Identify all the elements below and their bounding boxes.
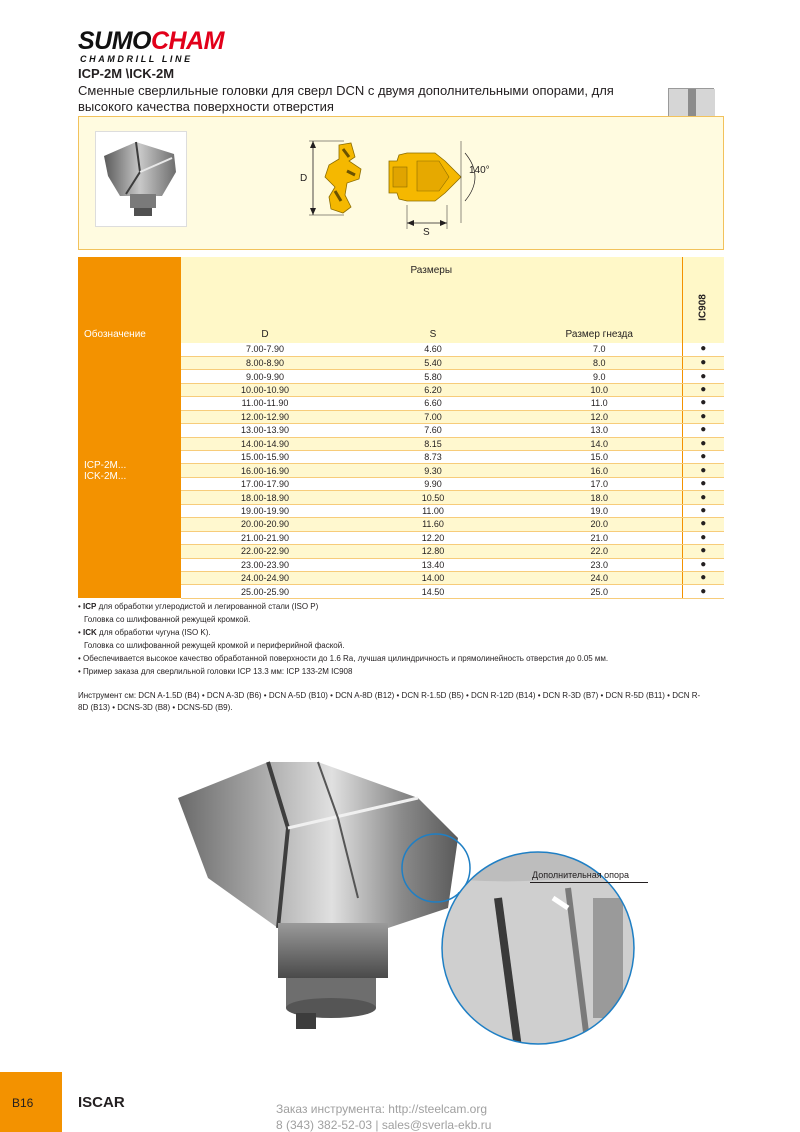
cell-d: 19.00-19.90: [181, 504, 349, 517]
cell-grade-available: ●: [682, 437, 724, 450]
sumocham-logo: [78, 28, 224, 64]
cell-grade-available: ●: [682, 464, 724, 477]
drill-head-drawing: [289, 131, 509, 241]
cell-grade-available: ●: [682, 571, 724, 584]
cell-d: 13.00-13.90: [181, 424, 349, 437]
drill-head-photo-small: [95, 131, 187, 227]
cell-d: 9.00-9.90: [181, 370, 349, 383]
cell-d: 7.00-7.90: [181, 343, 349, 356]
cell-pocket: 12.0: [517, 410, 682, 423]
dimension-s-label: S: [423, 227, 430, 238]
cell-d: 15.00-15.90: [181, 451, 349, 464]
note-ick-sub: Головка со шлифованной режущей кромкой и периферийной фаской.: [84, 641, 345, 650]
note-ick: • ICK для обработки чугуна (ISO K).: [78, 628, 211, 637]
cell-s: 5.40: [349, 356, 517, 369]
col-d-header: D: [181, 323, 349, 343]
cell-s: 11.60: [349, 518, 517, 531]
cell-d: 20.00-20.90: [181, 518, 349, 531]
cell-pocket: 22.0: [517, 545, 682, 558]
cell-s: 14.50: [349, 585, 517, 598]
cell-d: 16.00-16.90: [181, 464, 349, 477]
callout-line: [530, 882, 648, 883]
cell-grade-available: ●: [682, 545, 724, 558]
cell-pocket: 25.0: [517, 585, 682, 598]
cell-grade-available: ●: [682, 383, 724, 396]
page-subtitle: Сменные сверлильные головки для сверл DCN с двумя дополнительными опорами, для высокого качества поверхности отверстия: [78, 83, 614, 114]
cell-d: 10.00-10.90: [181, 383, 349, 396]
dimension-angle-label: 140°: [469, 165, 490, 176]
cell-d: 25.00-25.90: [181, 585, 349, 598]
note-quality: • Обеспечивается высокое качество обработанной поверхности до 1.6 Ra, лучшая цилиндричность и прямолинейность отверстия до 0.05 мм.: [78, 654, 609, 663]
col-pocket-header: Размер гнезда: [517, 323, 682, 343]
cell-pocket: 9.0: [517, 370, 682, 383]
grade-label: IC908: [697, 294, 709, 321]
cell-d: 8.00-8.90: [181, 356, 349, 369]
cell-grade-available: ●: [682, 558, 724, 571]
cell-s: 4.60: [349, 343, 517, 356]
designation-header: Обозначение: [78, 257, 181, 343]
dimensions-header: Размеры: [181, 257, 682, 323]
dimension-d-label: D: [300, 173, 308, 184]
cell-grade-available: ●: [682, 356, 724, 369]
cell-grade-available: ●: [682, 491, 724, 504]
cell-s: 14.00: [349, 571, 517, 584]
cell-pocket: 23.0: [517, 558, 682, 571]
cell-pocket: 11.0: [517, 397, 682, 410]
cell-s: 7.60: [349, 424, 517, 437]
cell-grade-available: ●: [682, 343, 724, 356]
note-icp-sub: Головка со шлифованной режущей кромкой.: [84, 615, 251, 624]
designation-cell: [78, 343, 181, 598]
callout-additional-support: Дополнительная опора: [532, 870, 630, 880]
cell-pocket: 7.0: [517, 343, 682, 356]
designation-code: ICP-2M...: [84, 459, 127, 471]
dimensions-table: [78, 257, 724, 599]
cell-pocket: 20.0: [517, 518, 682, 531]
cell-s: 6.60: [349, 397, 517, 410]
cell-d: 14.00-14.90: [181, 437, 349, 450]
cell-s: 9.90: [349, 477, 517, 490]
cell-d: 22.00-22.90: [181, 545, 349, 558]
cell-s: 7.00: [349, 410, 517, 423]
cell-grade-available: ●: [682, 370, 724, 383]
col-s-header: S: [349, 323, 517, 343]
cell-s: 11.00: [349, 504, 517, 517]
cell-grade-available: ●: [682, 451, 724, 464]
cell-s: 10.50: [349, 491, 517, 504]
brand-name: ISCAR: [78, 1094, 125, 1111]
drill-head-photo-large: [168, 758, 648, 1048]
cell-grade-available: ●: [682, 424, 724, 437]
cell-s: 12.20: [349, 531, 517, 544]
cell-grade-available: ●: [682, 397, 724, 410]
note-example: • Пример заказа для сверлильной головки ICP 13.3 мм: ICP 133-2M IC908: [78, 667, 353, 676]
grade-header: [682, 257, 724, 343]
logo-sumo: SUMO: [78, 27, 151, 55]
logo-subtitle: CHAMDRILL LINE: [80, 54, 193, 64]
cell-d: 17.00-17.90: [181, 477, 349, 490]
cell-pocket: 14.0: [517, 437, 682, 450]
cell-pocket: 19.0: [517, 504, 682, 517]
page-title: ICP-2M \ICK-2M: [78, 66, 175, 81]
cell-grade-available: ●: [682, 585, 724, 598]
cell-pocket: 17.0: [517, 477, 682, 490]
cell-s: 5.80: [349, 370, 517, 383]
cell-grade-available: ●: [682, 477, 724, 490]
cell-s: 9.30: [349, 464, 517, 477]
order-line-2: 8 (343) 382-52-03 | sales@sverla-ekb.ru: [276, 1118, 492, 1132]
cell-d: 12.00-12.90: [181, 410, 349, 423]
logo-cham: CHAM: [151, 27, 224, 55]
cell-d: 23.00-23.90: [181, 558, 349, 571]
cell-s: 12.80: [349, 545, 517, 558]
cell-grade-available: ●: [682, 518, 724, 531]
tools-reference: Инструмент см: DCN A-1.5D (B4) • DCN A-3D (B6) • DCN A-5D (B10) • DCN A-8D (B12) • DCN R-1.5D (B5) • DCN R-12D (B14) • DCN R-3D (B7) • DCN R-5D (B11) • DCN R-8D (B13) • DCNS-3D (B8) • DCNS-5D (B9).: [78, 691, 701, 712]
cell-d: 18.00-18.90: [181, 491, 349, 504]
cell-pocket: 13.0: [517, 424, 682, 437]
cell-d: 24.00-24.90: [181, 571, 349, 584]
cell-s: 8.15: [349, 437, 517, 450]
designation-code: ICK-2M...: [84, 470, 127, 482]
cell-pocket: 24.0: [517, 571, 682, 584]
product-image-panel: [78, 116, 724, 250]
page-number: B16: [12, 1096, 34, 1110]
cell-grade-available: ●: [682, 410, 724, 423]
cell-d: 11.00-11.90: [181, 397, 349, 410]
cell-pocket: 8.0: [517, 356, 682, 369]
note-icp: • ICP для обработки углеродистой и легированной стали (ISO P): [78, 602, 319, 611]
order-line-1: Заказ инструмента: http://steelcam.org: [276, 1102, 488, 1116]
cell-pocket: 18.0: [517, 491, 682, 504]
cell-pocket: 15.0: [517, 451, 682, 464]
cell-pocket: 21.0: [517, 531, 682, 544]
cell-grade-available: ●: [682, 531, 724, 544]
cell-s: 6.20: [349, 383, 517, 396]
cell-pocket: 16.0: [517, 464, 682, 477]
cell-s: 8.73: [349, 451, 517, 464]
notes-section: [78, 600, 718, 678]
cell-grade-available: ●: [682, 504, 724, 517]
cell-pocket: 10.0: [517, 383, 682, 396]
cell-s: 13.40: [349, 558, 517, 571]
table-row: [78, 343, 724, 356]
cell-d: 21.00-21.90: [181, 531, 349, 544]
